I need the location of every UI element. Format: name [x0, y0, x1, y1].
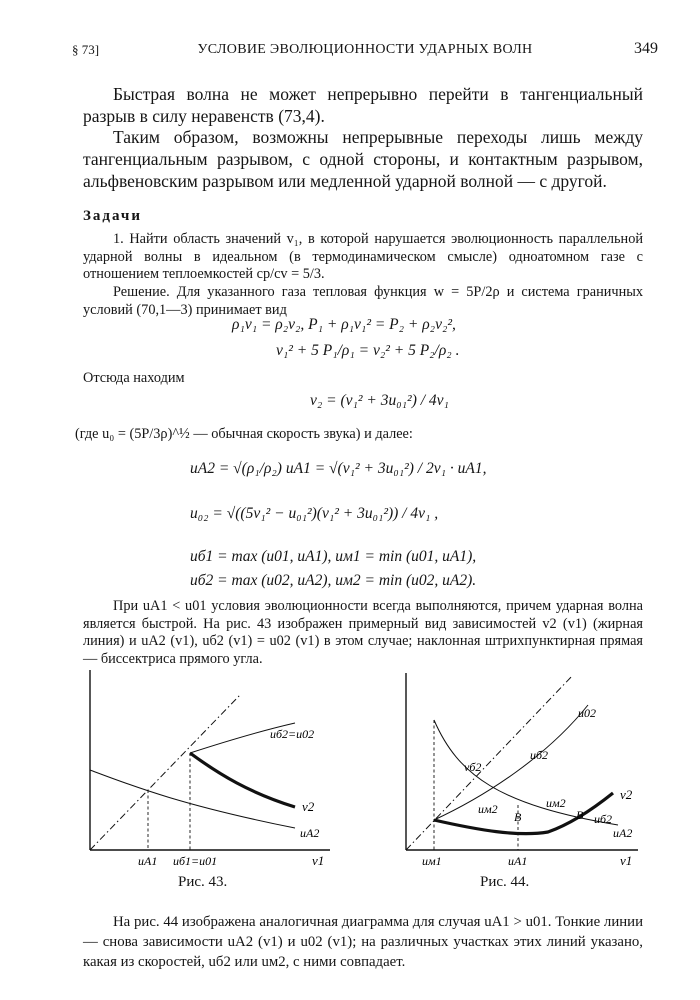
formula-7: uб2 = max (u02, uA2), uм2 = min (u02, uA2). — [190, 572, 477, 589]
formula-2: v₁² + 5 P₁/ρ₁ = v₂² + 5 P₂/ρ₂ . — [276, 342, 460, 359]
fig44-label-um2a: uм2 — [478, 802, 498, 816]
section-ref: § 73] — [72, 42, 100, 57]
fig44-label-um2b: uм2 — [546, 796, 566, 810]
formula-3: v₂ = (v₁² + 3u₀₁²) / 4v₁ — [310, 392, 449, 409]
fig44-label-uA1: uA1 — [508, 854, 528, 868]
problem-statement: 1. Найти область значений v₁, в которой нарушается эволюционность параллельной ударной волны в идеальном (в термодинамическом смысле) одноатомном газе с отношением теплоемкостей cp/cv = 5/3. — [83, 231, 643, 282]
running-header — [72, 40, 658, 62]
footer-paragraph: На рис. 44 изображена аналогичная диаграмма для случая uA1 > u01. Тонкие линии — снова зависимости uA2 (v1) и u02 (v1); на различных участках этих линий указано, какая из скоростей, uб2 или uм2, с ними совпадает. — [83, 914, 643, 970]
running-title: УСЛОВИЕ ЭВОЛЮЦИОННОСТИ УДАРНЫХ ВОЛН — [197, 42, 533, 57]
fig43-label-ub1: uб1=u01 — [173, 854, 218, 868]
fig44-label-u02: u02 — [578, 706, 596, 720]
solution-intro: Решение. Для указанного газа тепловая функция w = 5P/2ρ и система граничных условий (70,1—3) принимает вид — [83, 284, 643, 318]
fig43-label-uA1: uA1 — [138, 854, 158, 868]
paragraph-1: Быстрая волна не может непрерывно перейти в тангенциальный разрыв в силу неравенств (73,4). — [83, 84, 643, 126]
page-number: 349 — [634, 40, 658, 57]
formula-5: u₀₂ = √((5v₁² − u₀₁²)(v₁² + 3u₀₁²)) / 4v₁ , — [190, 505, 439, 522]
otsyuda-text: Отсюда находим — [83, 370, 185, 386]
fig43-curve-v2 — [190, 753, 295, 807]
gde-text: (где u₀ = (5P/3ρ)^½ — обычная скорость звука) и далее: — [75, 426, 413, 442]
fig43-label-v1: v1 — [312, 853, 325, 868]
paragraph-2: Таким образом, возможны непрерывные переходы лишь между тангенциальным разрывом, с одной стороны, и контактным разрывом, альфвеновским разрывом или медленной ударной волной — с другой. — [83, 127, 643, 191]
fig44-label-ub2: uб2 — [530, 748, 549, 762]
fig44-label-B2: B — [576, 808, 584, 822]
fig44-label-v2: v2 — [620, 787, 633, 802]
after-text: При uA1 < u01 условия эволюционности всегда выполняются, причем ударная волна является быстрой. На рис. 43 изображен примерный вид зависимостей v2 (v1) (жирная линия) и uA2 (v1), uб2 (v1) = u02 (v1) в этом случае; наклонная штрихпунктирная прямая — биссектриса прямого угла. — [83, 598, 643, 667]
figure-43 — [80, 665, 340, 870]
fig43-curve-uA2 — [90, 770, 295, 828]
fig44-label-v1: v1 — [620, 853, 633, 868]
fig43-caption: Рис. 43. — [178, 874, 228, 890]
fig43-label-v2: v2 — [302, 799, 315, 814]
formula-1: ρ₁v₁ = ρ₂v₂, P₁ + ρ₁v₁² = P₂ + ρ₂v₂², — [232, 316, 456, 333]
formula-4: uA2 = √(ρ₁/ρ₂) uA1 = √(v₁² + 3u₀₁²) / 2v₁ · uA1, — [190, 460, 487, 477]
fig44-label-ub2b: uб2 — [594, 812, 613, 826]
fig44-label-vb2: vб2 — [464, 760, 482, 774]
fig44-label-uA2: uA2 — [613, 826, 633, 840]
fig44-curve-v2 — [434, 793, 613, 834]
fig43-label-ub2: uб2=u02 — [270, 727, 315, 741]
fig44-label-B1: B — [514, 810, 522, 824]
fig44-caption: Рис. 44. — [480, 874, 530, 890]
formula-6: uб1 = max (u01, uA1), uм1 = min (u01, uA1), — [190, 548, 477, 565]
figure-44 — [398, 665, 648, 870]
fig44-label-um1: uм1 — [422, 854, 442, 868]
fig43-label-uA2: uA2 — [300, 826, 320, 840]
section-title: Задачи — [83, 208, 143, 224]
fig44-bisector — [406, 675, 573, 850]
